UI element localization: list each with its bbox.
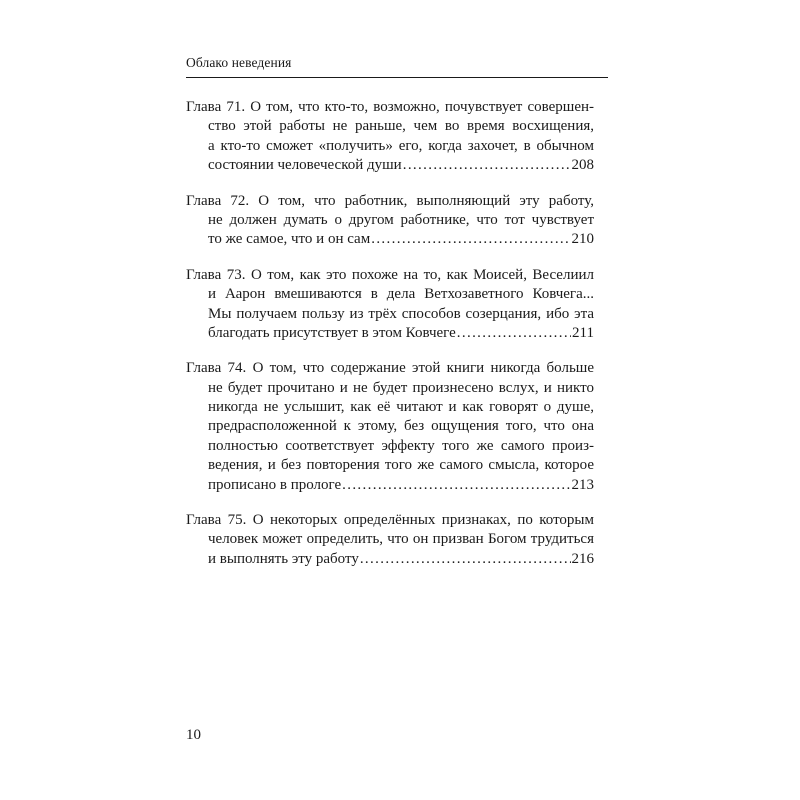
page-number: 10 xyxy=(186,727,201,743)
toc-entry-line: Глава 74. О том, что содержание этой книги никогда больше xyxy=(186,360,594,377)
toc-entry-line: не будет прочитано и не будет произнесено вслух, и никто xyxy=(208,379,594,396)
toc-entry-line: ведения, и без повторения того же самого смысла, которое xyxy=(208,457,594,474)
toc-entry-last-line xyxy=(186,476,594,495)
toc-entry-line: Глава 71. О том, что кто-то, возможно, почувствует совершен- xyxy=(186,99,594,115)
toc-entry-line: и Аарон вмешиваются в дела Ветхозаветного Ковчега... xyxy=(208,286,594,303)
toc-entry-last-line xyxy=(186,156,594,175)
toc-entry-line: никогда не услышит, как её читают и как говорят о душе, xyxy=(208,399,594,416)
dot-leader xyxy=(403,156,571,175)
toc-entry-72 xyxy=(186,192,594,250)
dot-leader xyxy=(360,550,571,569)
toc-entry-71 xyxy=(186,98,594,176)
toc-page-number: 213 xyxy=(571,476,594,493)
toc-page-number: 211 xyxy=(572,324,594,341)
table-of-contents xyxy=(186,98,594,585)
toc-entry-line: Глава 73. О том, как это похоже на то, как Моисей, Веселиил xyxy=(186,266,594,283)
toc-entry-line: прописано в прологе xyxy=(208,476,342,493)
toc-entry-line: а кто-то сможет «получить» его, когда захочет, в обычном xyxy=(208,137,594,154)
toc-entry-line: и выполнять эту работу xyxy=(208,550,359,567)
toc-entry-last-line xyxy=(186,230,594,249)
toc-entry-74 xyxy=(186,359,594,495)
dot-leader xyxy=(371,230,570,249)
toc-entry-line: предрасположенной к этому, без ощущения того, что она xyxy=(208,418,594,435)
toc-entry-line: то же самое, что и он сам xyxy=(208,231,371,248)
toc-entry-line: не должен думать о другом работнике, что тот чувствует xyxy=(208,211,594,228)
toc-entry-73 xyxy=(186,266,594,344)
dot-leader xyxy=(342,476,570,495)
toc-entry-line: благодать присутствует в этом Ковчеге xyxy=(208,324,456,341)
running-head-title: Облако неведения xyxy=(186,55,292,70)
header-rule xyxy=(186,77,608,78)
toc-page-number: 208 xyxy=(571,157,594,174)
toc-entry-last-line xyxy=(186,324,594,343)
toc-entry-line: Мы получаем пользу из трёх способов созерцания, ибо эта xyxy=(208,305,594,322)
toc-entry-line: Глава 72. О том, что работник, выполняющий эту работу, xyxy=(186,192,594,209)
toc-entry-line: полностью соответствует эффекту того же самого произ- xyxy=(208,437,594,454)
toc-page-number: 210 xyxy=(571,231,594,248)
toc-page-number: 216 xyxy=(571,550,594,567)
toc-entry-line: человек может определить, что он призван Богом трудиться xyxy=(208,531,594,548)
dot-leader xyxy=(457,324,571,343)
toc-entry-line: ство этой работы не раньше, чем во время восхищения, xyxy=(208,118,594,135)
toc-entry-last-line xyxy=(186,550,594,569)
toc-entry-75 xyxy=(186,511,594,569)
toc-entry-line: Глава 75. О некоторых определённых признаках, по которым xyxy=(186,512,594,529)
toc-entry-line: состоянии человеческой души xyxy=(208,157,402,174)
